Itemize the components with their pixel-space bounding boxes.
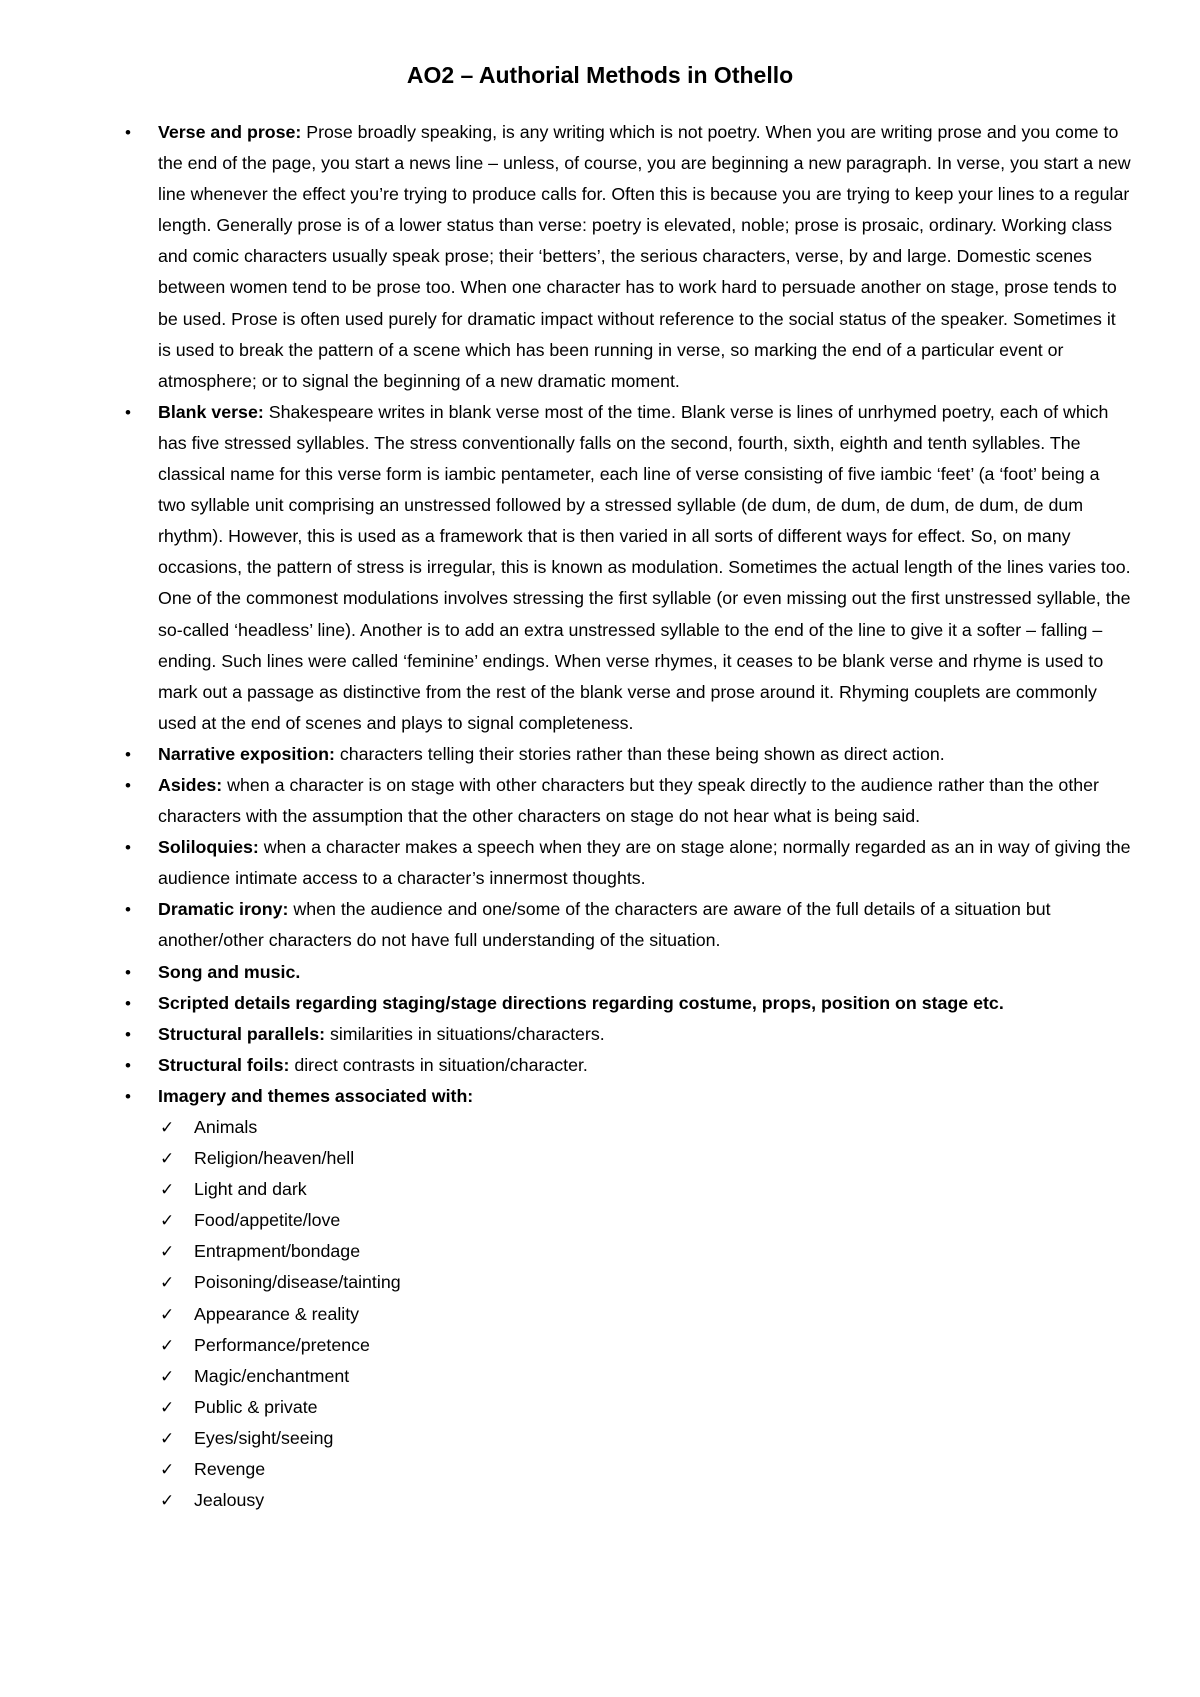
list-item [122, 397, 1132, 739]
checkmark-icon: ✓ [160, 1211, 175, 1231]
theme-item [158, 1205, 1132, 1236]
theme-item [158, 1485, 1132, 1516]
themes-checklist [158, 1112, 1132, 1516]
item-term: Narrative exposition: [158, 743, 335, 764]
theme-item [158, 1143, 1132, 1174]
theme-label: Light and dark [194, 1179, 307, 1200]
bullet-icon: • [125, 1086, 131, 1106]
bullet-icon: • [125, 993, 131, 1013]
item-text: characters telling their stories rather than these being shown as direct action. [334, 743, 945, 764]
list-item [122, 957, 1132, 988]
checkmark-icon: ✓ [160, 1118, 175, 1137]
theme-label: Appearance & reality [194, 1303, 360, 1324]
theme-label: Poisoning/disease/tainting [194, 1272, 401, 1293]
bullet-icon: • [125, 838, 131, 858]
theme-item [158, 1361, 1132, 1392]
item-term: Structural foils: [158, 1054, 290, 1075]
bullet-icon: • [125, 1024, 131, 1044]
checkmark-icon: ✓ [160, 1149, 175, 1169]
item-term: Imagery and themes associated with: [158, 1085, 474, 1106]
list-item [122, 894, 1132, 956]
item-text: similarities in situations/characters. [325, 1023, 605, 1044]
theme-item [158, 1423, 1132, 1454]
item-text: Shakespeare writes in blank verse most of the time. Blank verse is lines of unrhymed poetry, each of which has five stressed syllables. The stress conventionally falls on the second, fourth, sixth, eighth and tenth syllables. The classical name for this verse form is iambic pentameter, each line of verse consisting of five iambic ‘feet’ (a ‘foot’ being a two syllable unit comprising an unstressed followed by a stressed syllable (de dum, de dum, de dum, de dum, de dum rhythm). However, this is used as a framework that is then varied in all sorts of different ways for effect. So, on many occasions, the pattern of stress is irregular, this is known as modulation. Sometimes the actual length of the lines varies too. One of the commonest modulations involves stressing the first syllable (or even missing out the first unstressed syllable, the so-called ‘headless’ line). Another is to add an extra unstressed syllable to the end of the line to give it a softer – falling –ending. Such lines were called ‘feminine’ endings. When verse rhymes, it ceases to be blank verse and rhyme is used to mark out a passage as distinctive from the rest of the blank verse and prose around it. Rhyming couplets are commonly used at the end of scenes and plays to signal completeness. [158, 401, 1131, 733]
theme-label: Eyes/sight/seeing [194, 1427, 334, 1448]
theme-label: Religion/heaven/hell [194, 1148, 355, 1169]
theme-label: Entrapment/bondage [194, 1241, 361, 1262]
theme-item [158, 1330, 1132, 1361]
theme-item [158, 1112, 1132, 1143]
item-text: when the audience and one/some of the characters are aware of the full details of a situation but another/other characters do not have full understanding of the situation. [158, 899, 1051, 951]
document-title: AO2 – Authorial Methods in Othello [406, 62, 794, 88]
list-item [122, 117, 1132, 397]
list-item [122, 739, 1132, 770]
methods-list [122, 117, 1132, 1516]
theme-item [158, 1299, 1132, 1330]
list-item [122, 1081, 1132, 1516]
bullet-icon: • [125, 1055, 131, 1075]
theme-item [158, 1392, 1132, 1423]
checkmark-icon: ✓ [160, 1460, 175, 1480]
checkmark-icon: ✓ [160, 1242, 175, 1262]
item-term: Scripted details regarding staging/stage directions regarding costume, props, position on stage etc. [158, 992, 1004, 1013]
theme-label: Food/appetite/love [194, 1210, 341, 1231]
checkmark-icon: ✓ [160, 1273, 175, 1293]
checkmark-icon: ✓ [160, 1180, 175, 1200]
theme-label: Public & private [194, 1396, 318, 1417]
bullet-icon: • [125, 123, 131, 142]
item-term: Structural parallels: [158, 1023, 326, 1044]
list-item [122, 1050, 1132, 1081]
checkmark-icon: ✓ [160, 1491, 175, 1511]
bullet-icon: • [125, 900, 131, 920]
theme-label: Animals [194, 1117, 258, 1137]
item-text: Prose broadly speaking, is any writing which is not poetry. When you are writing prose and you come to the end of the page, you start a news line – unless, of course, you are beginning a new paragraph. In verse, you start a new line whenever the effect you’re trying to produce calls for. Often this is because you are trying to keep your lines to a regular length. Generally prose is of a lower status than verse: poetry is elevated, noble; prose is prosaic, ordinary. Working class and comic characters usually speak prose; their ‘betters’, the serious characters, verse, by and large. Domestic scenes between women tend to be prose too. When one character has to work hard to persuade another on stage, prose tends to be used. Prose is often used purely for dramatic impact without reference to the social status of the speaker. Sometimes it is used to break the pattern of a scene which has been running in verse, so marking the end of a particular event or atmosphere; or to signal the beginning of a new dramatic moment. [158, 122, 1131, 391]
bullet-icon: • [125, 402, 131, 422]
checkmark-icon: ✓ [160, 1335, 175, 1355]
checkmark-icon: ✓ [160, 1366, 175, 1386]
item-text: direct contrasts in situation/character. [289, 1054, 588, 1075]
theme-item [158, 1174, 1132, 1205]
bullet-icon: • [125, 962, 131, 982]
theme-item [158, 1454, 1132, 1485]
theme-label: Revenge [194, 1459, 266, 1480]
item-term: Blank verse: [158, 401, 264, 422]
item-term: Asides: [158, 774, 223, 795]
checkmark-icon: ✓ [160, 1428, 175, 1448]
theme-item [158, 1236, 1132, 1267]
bullet-icon: • [125, 744, 131, 764]
item-text: when a character makes a speech when they are on stage alone; normally regarded as an in way of giving the audience intimate access to a character’s innermost thoughts. [158, 837, 1131, 889]
checkmark-icon: ✓ [160, 1397, 175, 1417]
item-term: Dramatic irony: [158, 899, 289, 920]
list-item [122, 770, 1132, 832]
theme-label: Performance/pretence [194, 1334, 370, 1355]
item-term: Verse and prose: [158, 122, 302, 142]
theme-item [158, 1267, 1132, 1298]
theme-label: Jealousy [194, 1490, 265, 1511]
list-item [122, 832, 1132, 894]
item-term: Soliloquies: [158, 837, 259, 858]
list-item [122, 1019, 1132, 1050]
item-text: when a character is on stage with other characters but they speak directly to the audience rather than the other characters with the assumption that the other characters on stage do not hear what is being said. [158, 774, 1099, 827]
checkmark-icon: ✓ [160, 1304, 175, 1324]
item-term: Song and music. [158, 961, 301, 982]
bullet-icon: • [125, 775, 131, 795]
theme-label: Magic/enchantment [194, 1365, 350, 1386]
list-item [122, 988, 1132, 1019]
